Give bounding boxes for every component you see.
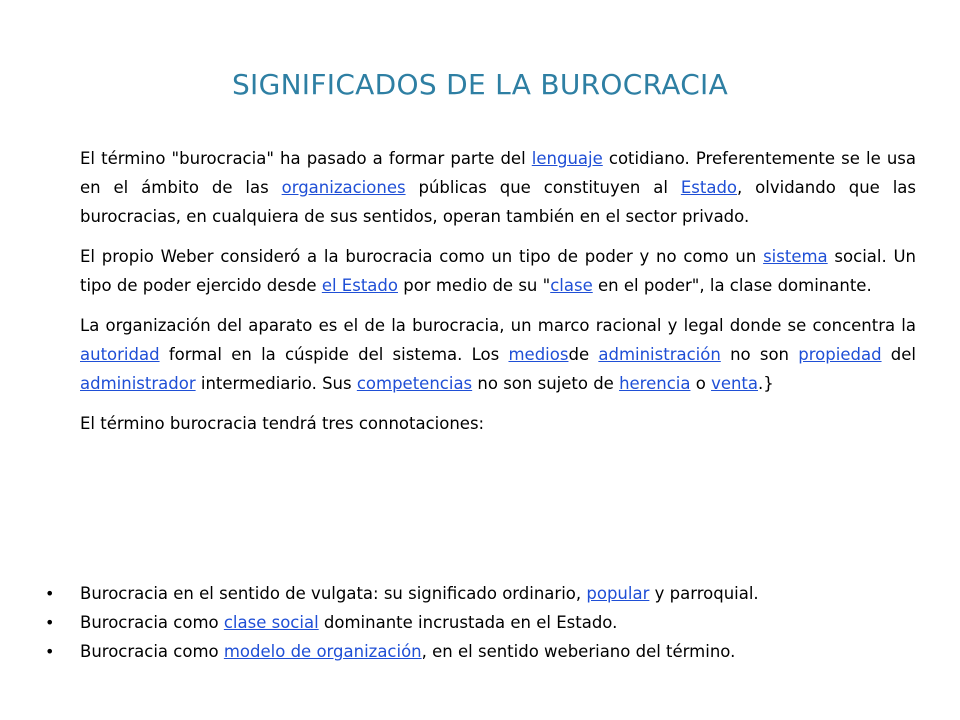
text: El término burocracia tendrá tres connotaciones:	[80, 414, 485, 433]
link-venta[interactable]: venta	[711, 374, 759, 393]
text: La organización del aparato es el de la burocracia, un marco racional y legal donde se concentra la	[80, 316, 916, 335]
link-autoridad[interactable]: autoridad	[80, 345, 160, 364]
list-item	[0, 579, 960, 608]
text: no son	[720, 345, 799, 364]
link-popular[interactable]: popular	[586, 584, 650, 603]
text: Burocracia como	[80, 642, 224, 661]
paragraph-1	[80, 144, 916, 231]
text: .}	[758, 374, 774, 393]
text: cotidiano. Preferentemente se le usa en el ámbito de las	[80, 149, 916, 197]
link-clase[interactable]: clase	[550, 276, 593, 295]
text: o	[690, 374, 712, 393]
link-administracion[interactable]: administración	[598, 345, 721, 364]
text: en el poder", la clase dominante.	[592, 276, 872, 295]
bullet-list	[0, 579, 960, 666]
link-herencia[interactable]: herencia	[619, 374, 691, 393]
bullet-icon: •	[45, 613, 55, 632]
paragraph-3	[80, 311, 916, 398]
link-organizaciones[interactable]: organizaciones	[281, 178, 406, 197]
text: , olvidando que las burocracias, en cualquiera de sus sentidos, operan también en el sector privado.	[80, 178, 917, 226]
text: social. Un tipo de poder ejercido desde	[80, 247, 916, 295]
text: intermediario. Sus	[195, 374, 357, 393]
text: Burocracia en el sentido de vulgata: su significado ordinario,	[80, 584, 587, 603]
link-el-estado[interactable]: el Estado	[321, 276, 398, 295]
page-title: SIGNIFICADOS DE LA BUROCRACIA	[231, 68, 729, 101]
text: formal en la cúspide del sistema. Los	[159, 345, 509, 364]
link-lenguaje[interactable]: lenguaje	[531, 149, 603, 168]
link-clase-social[interactable]: clase social	[223, 613, 319, 632]
link-modelo-de-organizacion[interactable]: modelo de organización	[223, 642, 422, 661]
text: de	[568, 345, 599, 364]
text: del	[881, 345, 917, 364]
text: dominante incrustada en el Estado.	[318, 613, 618, 632]
bullet-icon: •	[45, 584, 55, 603]
link-propiedad[interactable]: propiedad	[798, 345, 882, 364]
text: no son sujeto de	[472, 374, 620, 393]
text: El término "burocracia" ha pasado a formar parte del	[80, 149, 532, 168]
text: por medio de su "	[397, 276, 551, 295]
text: Burocracia como	[80, 613, 224, 632]
text: El propio Weber consideró a la burocracia como un tipo de poder y no como un	[80, 247, 764, 266]
link-sistema[interactable]: sistema	[763, 247, 828, 266]
paragraph-2	[80, 242, 916, 300]
text: y parroquial.	[649, 584, 759, 603]
body-text	[80, 144, 916, 449]
link-medios[interactable]: medios	[508, 345, 569, 364]
list-item	[0, 637, 960, 666]
link-administrador[interactable]: administrador	[80, 374, 196, 393]
link-estado[interactable]: Estado	[680, 178, 738, 197]
text: , en el sentido weberiano del término.	[421, 642, 736, 661]
link-competencias[interactable]: competencias	[356, 374, 473, 393]
paragraph-4	[80, 409, 916, 438]
list-item	[0, 608, 960, 637]
text: públicas que constituyen al	[405, 178, 681, 197]
bullet-icon: •	[45, 642, 55, 661]
